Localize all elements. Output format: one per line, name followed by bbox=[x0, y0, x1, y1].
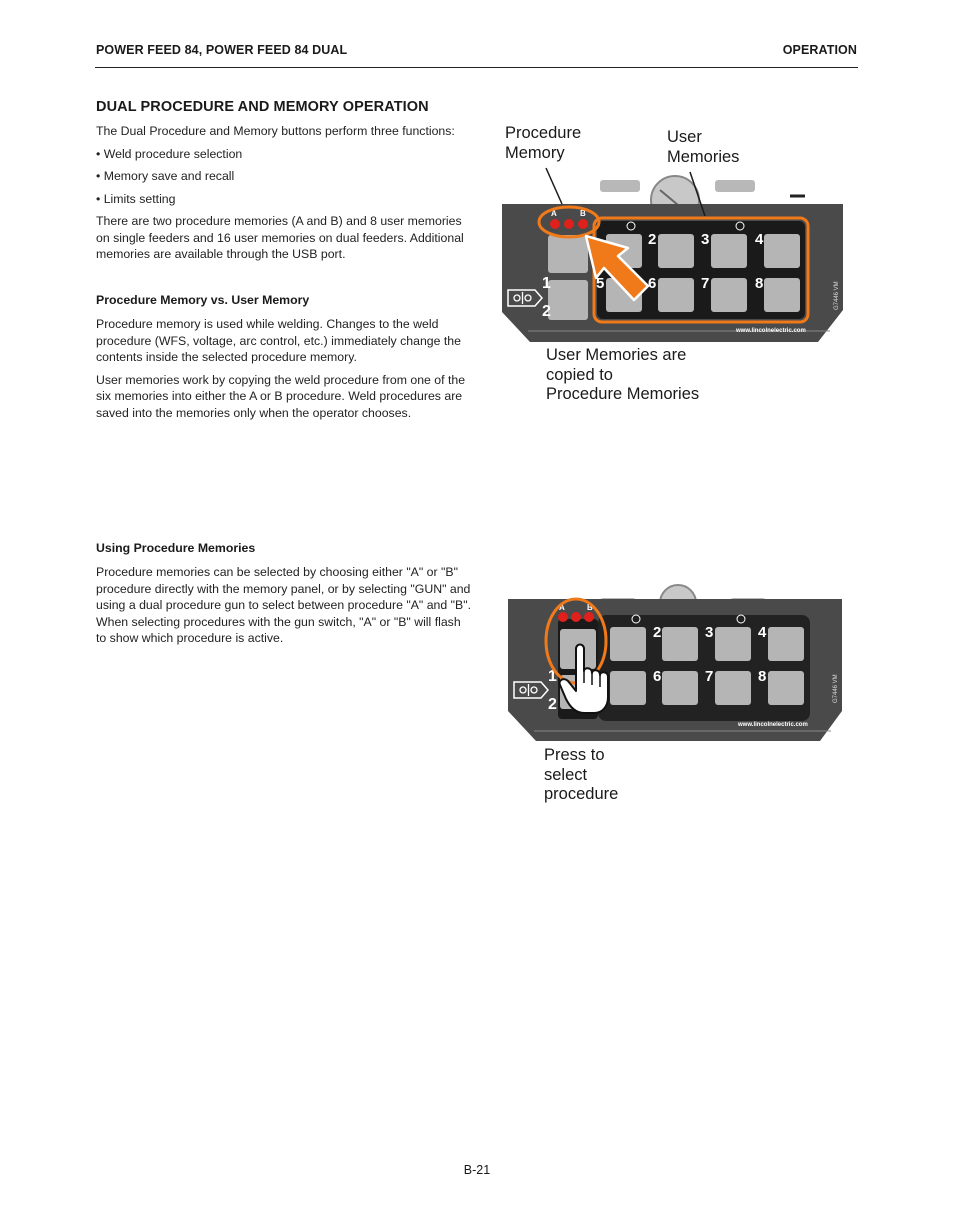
panel-url: www.lincolnelectric.com bbox=[736, 328, 806, 334]
memories-text: There are two procedure memories (A and B) and 8 user memories on single feeders and 16 user memories on dual feeders. Additional memories are available through the USB port. bbox=[96, 214, 464, 261]
header-rule bbox=[95, 67, 858, 68]
side-label-2: 2 bbox=[548, 696, 557, 713]
subsection-title: Using Procedure Memories bbox=[96, 541, 256, 555]
button-label-3: 3 bbox=[701, 231, 710, 248]
header-section: OPERATION bbox=[782, 43, 857, 57]
bullet-item: • Memory save and recall bbox=[96, 169, 235, 183]
callout-user-memories: User Memories bbox=[667, 128, 740, 166]
figure1-caption: User Memories are copied to Procedure Memories bbox=[546, 346, 700, 403]
header-title: POWER FEED 84, POWER FEED 84 DUAL bbox=[96, 43, 348, 57]
panel-url: www.lincolnelectric.com bbox=[738, 722, 808, 728]
button-label-2: 2 bbox=[653, 624, 662, 641]
paragraph: Procedure memories can be selected by choosing either "A" or "B" procedure directly with the memory panel, or by selecting "GUN" and using a dual procedure gun to select between procedure "A" and "B". When selecting procedures with the gun switch, "A" or "B" will flash to show which procedure is active. bbox=[96, 565, 471, 645]
button-label-7: 7 bbox=[701, 275, 710, 292]
button-label-6: 6 bbox=[653, 668, 662, 685]
side-label-1: 1 bbox=[548, 668, 557, 685]
side-label-2: 2 bbox=[542, 303, 551, 320]
button-label-4: 4 bbox=[755, 231, 764, 248]
subsection-title: Procedure Memory vs. User Memory bbox=[96, 293, 310, 307]
button-label-8: 8 bbox=[758, 668, 767, 685]
button-label-7: 7 bbox=[705, 668, 714, 685]
button-label-5: 5 bbox=[596, 275, 605, 292]
intro-text: The Dual Procedure and Memory buttons perform three functions: bbox=[96, 124, 455, 138]
led-label-b: B bbox=[580, 209, 586, 218]
memory-panel-figure-1 bbox=[500, 160, 845, 350]
panel-part-code: G7446 VM bbox=[834, 281, 840, 310]
side-label-1: 1 bbox=[542, 275, 551, 292]
panel-part-code: G7446 VM bbox=[833, 674, 839, 703]
button-label-4: 4 bbox=[758, 624, 767, 641]
paragraph: User memories work by copying the weld procedure from one of the six memories into either the A or B procedure. Weld procedures are saved into the memories only when the operator chooses. bbox=[96, 372, 466, 420]
button-label-2: 2 bbox=[648, 231, 657, 248]
figure2-caption: Press to select procedure bbox=[544, 746, 619, 803]
led-label-a: A bbox=[559, 603, 565, 612]
bullet-item: • Limits setting bbox=[96, 191, 176, 206]
bullet-item: • Weld procedure selection bbox=[96, 146, 243, 161]
memory-panel-figure-2 bbox=[506, 583, 846, 743]
section-title: DUAL PROCEDURE AND MEMORY OPERATION bbox=[96, 99, 429, 115]
button-label-8: 8 bbox=[755, 275, 764, 292]
using-procedure-block bbox=[96, 564, 474, 653]
button-label-3: 3 bbox=[705, 624, 714, 641]
led-label-b: B bbox=[587, 603, 593, 612]
procedure-vs-user-block bbox=[96, 316, 474, 427]
callout-procedure-memory: Procedure Memory bbox=[505, 124, 582, 162]
button-label-6: 6 bbox=[648, 275, 657, 292]
paragraph: Procedure memory is used while welding. Changes to the weld procedure (WFS, voltage, arc control, etc.) immediately change the contents inside the selected procedure memory. bbox=[96, 317, 461, 364]
page-number: B-21 bbox=[463, 1163, 491, 1177]
led-label-a: A bbox=[551, 209, 557, 218]
intro-block bbox=[96, 123, 474, 269]
